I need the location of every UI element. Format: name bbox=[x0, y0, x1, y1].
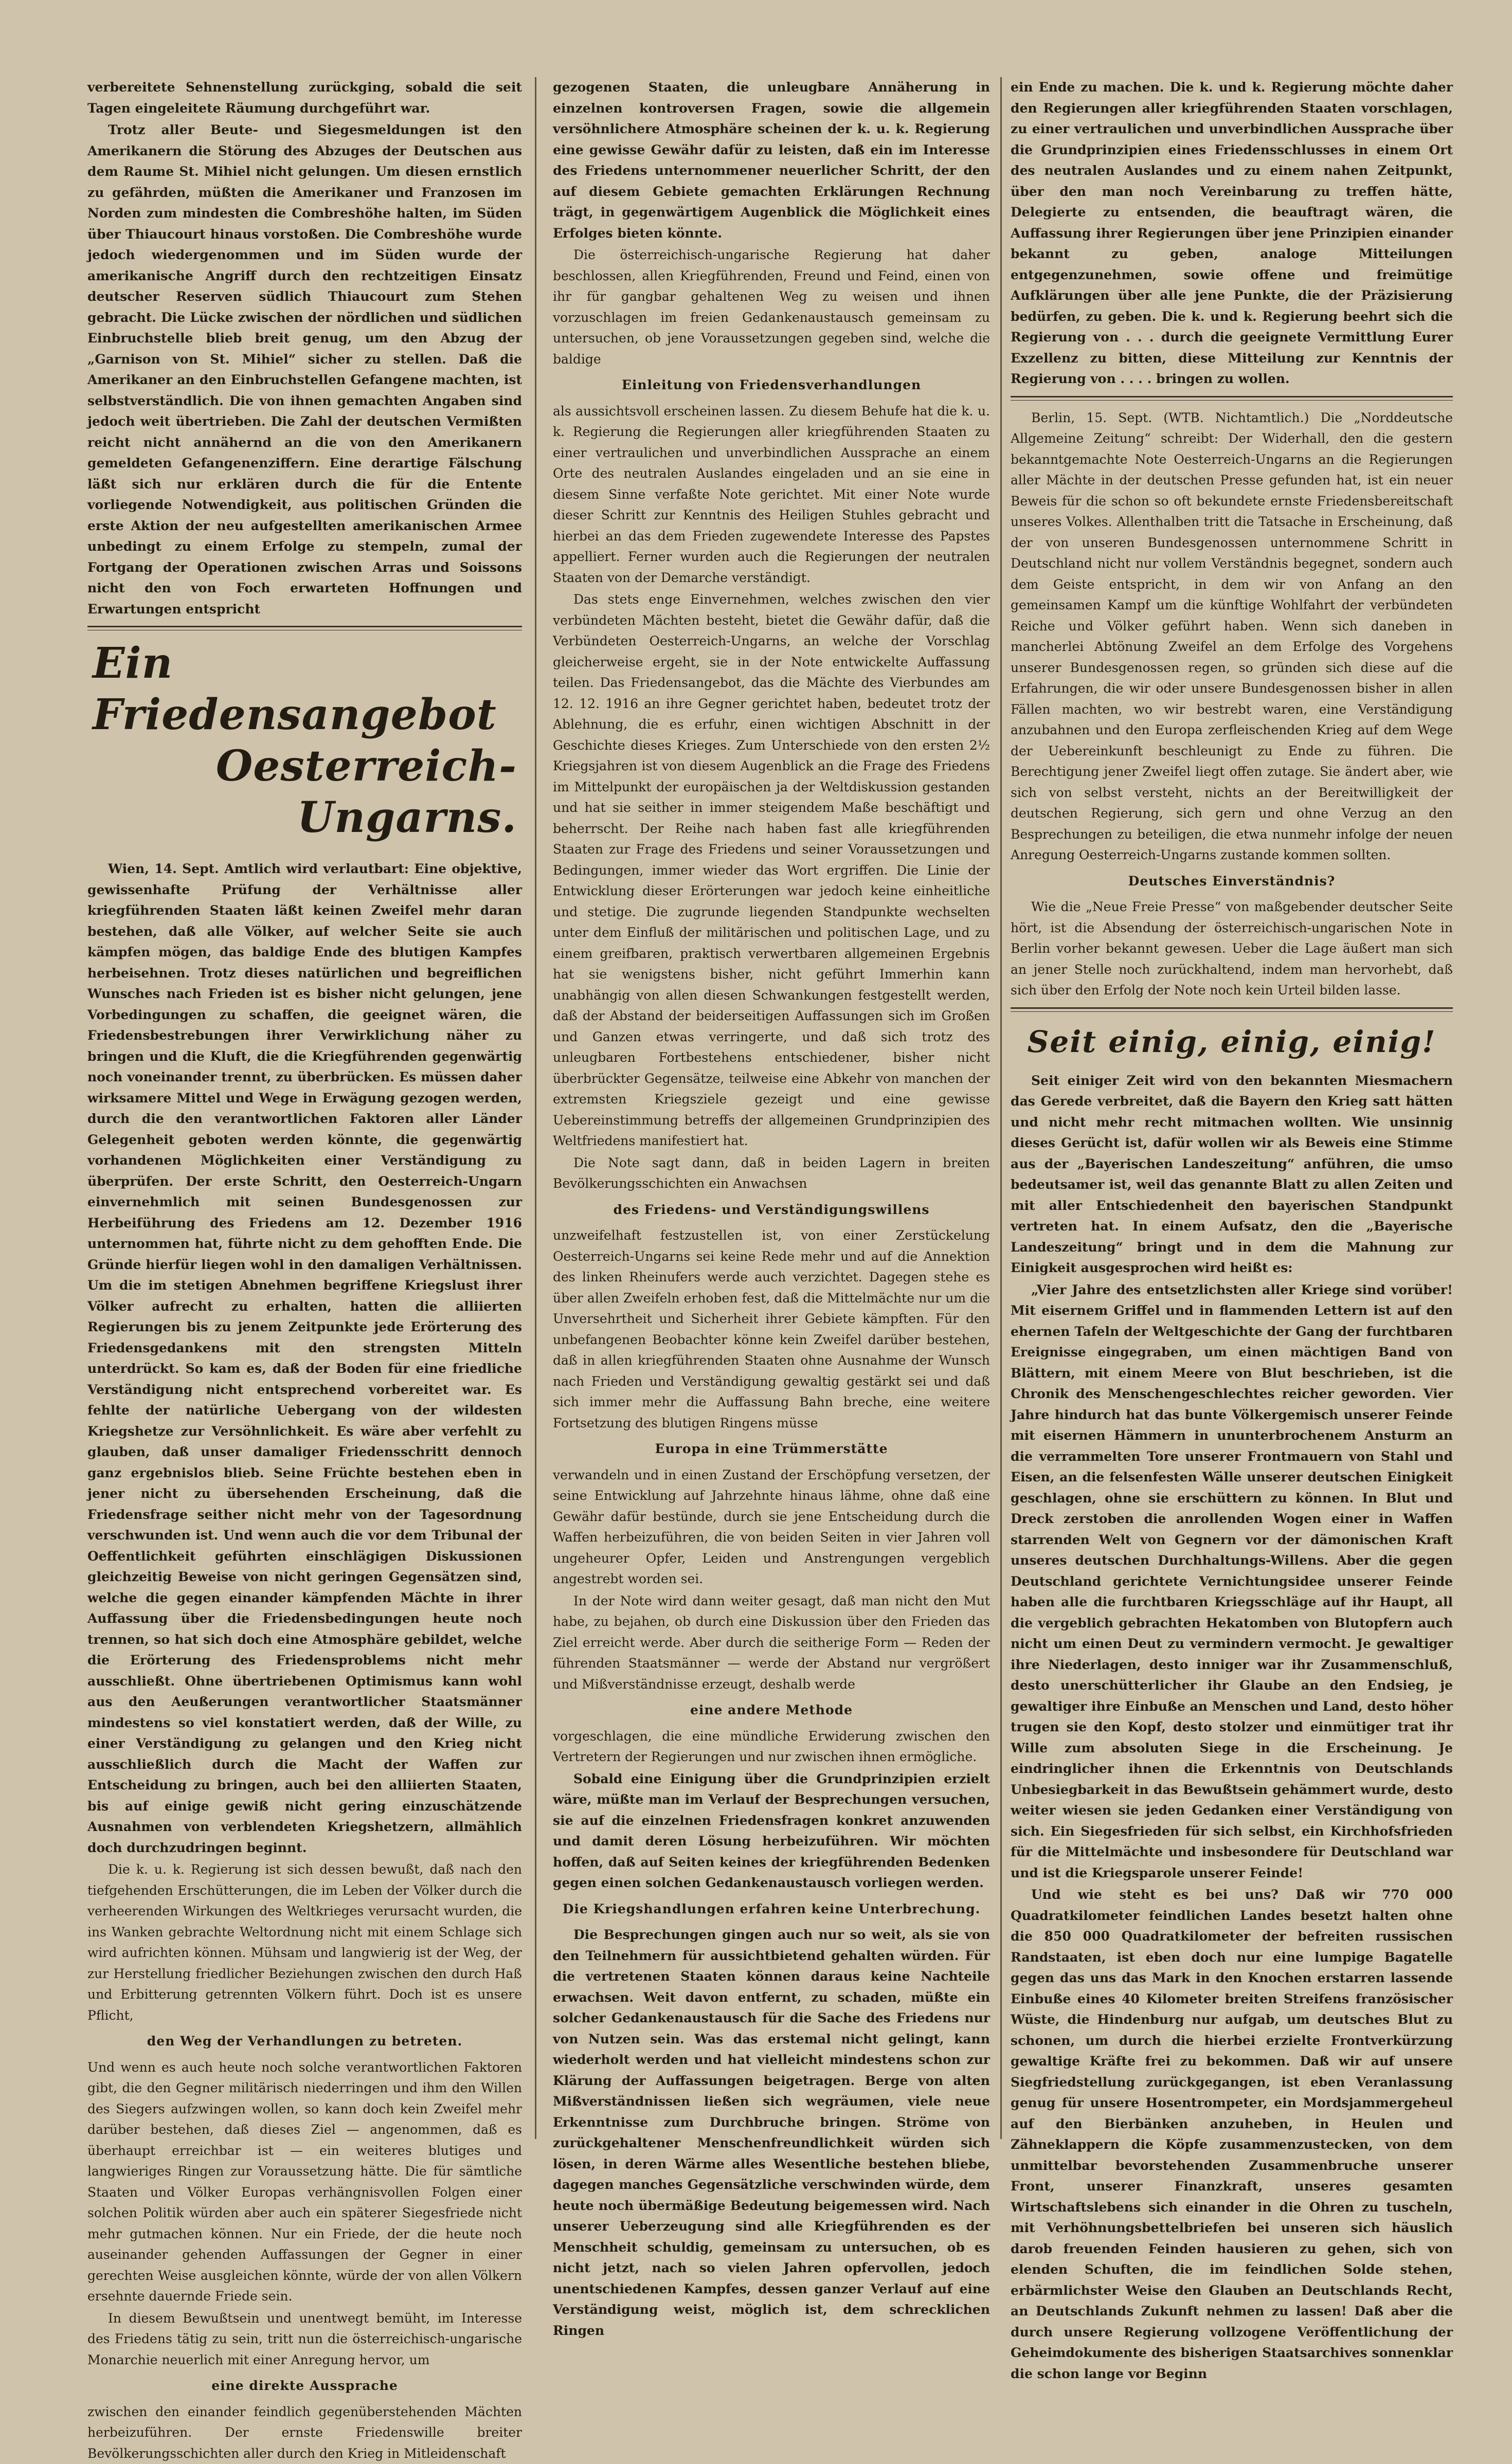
paragraph: Trotz aller Beute- und Siegesmeldungen ist den Amerikanern die Störung des Abzuges der Deutschen aus dem Raume St. Mihiel nicht gelungen. Um diesen ernstlich zu gefährden, müßten die Amerikaner und Franzosen im Norden zum mindesten die Combreshöhe halten, im Süden über Thiaucourt hinaus vorstoßen. Die Combreshöhe wurde jedoch wiedergenommen und im Süden wurde der amerikanische Angriff durch den rechtzeitigen Einsatz deutscher Reserven südlich Thiaucourt zum Stehen gebracht. Die Lücke zwischen der nördlichen und südlichen Einbruchstelle blieb breit genug, um den Abzug der „Garnison von St. Mihiel“ sicher zu stellen. Daß die Amerikaner an den Einbruchstellen Gefangene machten, ist selbstverständlich. Die von ihnen gemachten Angaben sind jedoch weit übertrieben. Die Zahl der deutschen Vermißten reicht nicht annähernd an die von den Amerikanern gemeldeten Gefangenenziffern. Eine derartige Fälschung läßt sich nur erklären durch die für die Entente vorliegende Notwendigkeit, aus politischen Gründen die erste Aktion der neu aufgestellten amerikanischen Armee unbedingt zu einem Erfolge zu stempeln, zumal der Fortgang der Operationen zwischen Arras und Soissons nicht den von Foch erwarteten Hoffnungen und Erwartungen entspricht bbox=[87, 120, 522, 620]
column-left bbox=[87, 77, 522, 2144]
paragraph: als aussichtsvoll erscheinen lassen. Zu diesem Behufe hat die k. u. k. Regierung die Regierungen aller kriegführenden Staaten zu einer vertraulichen und unverbindlichen Aussprache an einem Orte des neutralen Auslandes eingeladen und an sie eine in diesem Sinne verfaßte Note gerichtet. Mit einer Note wurde dieser Schritt zur Kenntnis des Heiligen Stuhles gebracht und hierbei an das dem Frieden zugewendete Interesse des Papstes appelliert. Ferner wurden auch die Regierungen der neutralen Staaten von der Demarche verständigt. bbox=[553, 401, 990, 589]
headline-oesterreich-ungarns: Oesterreich-Ungarns. bbox=[87, 740, 517, 843]
subheading: eine direkte Aussprache bbox=[87, 2376, 522, 2397]
paragraph: unzweifelhaft festzustellen ist, von einer Zerstückelung Oesterreich-Ungarns sei keine Rede mehr und auf die Annektion des linken Rheinufers werde auch verzichtet. Dagegen stehe es über allen Zweifeln erhoben fest, daß die Mittelmächte nur um die Unversehrtheit und Sicherheit ihrer Gebiete kämpften. Für den unbefangenen Beobachter könne kein Zweifel darüber bestehen, daß in allen kriegführenden Staaten ohne Ausnahme der Wunsch nach Frieden und Verständigung gewaltig gestärkt sei und daß sich immer mehr die Auffassung Bahn breche, eine weitere Fortsetzung des blutigen Ringens müsse bbox=[553, 1225, 990, 1434]
headline-friedensangebot: Ein Friedensangebot bbox=[93, 638, 522, 740]
paragraph: gezogenen Staaten, die unleugbare Annäherung in einzelnen kontroversen Fragen, sowie die allgemein versöhnlichere Atmosphäre scheinen der k. u. k. Regierung eine gewisse Gewähr dafür zu leisten, daß ein im Interesse des Friedens unternommener neuerlicher Schritt, der den auf diesem Gebiete gemachten Erklärungen Rechnung trägt, in gegenwärtigem Augenblick die Möglichkeit eines Erfolges bieten könnte. bbox=[553, 77, 990, 244]
subheading: des Friedens- und Verständigungswillens bbox=[553, 1200, 990, 1221]
paragraph: verwandeln und in einen Zustand der Erschöpfung versetzen, der seine Entwicklung auf Jahrzehnte hinaus lähme, ohne daß eine Gewähr dafür bestünde, durch sie jene Entscheidung durch die Waffen herbeizuführen, die von beiden Seiten in vier Jahren voll ungeheurer Opfer, Leiden und Anstrengungen vergeblich angestrebt worden sei. bbox=[553, 1465, 990, 1590]
separator-rule bbox=[1011, 1007, 1453, 1012]
separator-rule bbox=[1011, 396, 1453, 401]
paragraph: vorgeschlagen, die eine mündliche Erwiderung zwischen den Vertretern der Regierungen und nur zwischen ihnen ermögliche. bbox=[553, 1726, 990, 1768]
paragraph: Wie die „Neue Freie Presse“ von maßgebender deutscher Seite hört, ist die Absendung der österreichisch-ungarischen Note in Berlin vorher bekannt gewesen. Ueber die Lage äußert man sich an jener Stelle noch zurückhaltend, indem man hervorhebt, daß sich über den Erfolg der Note noch kein Urteil bilden lasse. bbox=[1011, 897, 1453, 1001]
subheading: Europa in eine Trümmerstätte bbox=[553, 1439, 990, 1460]
paragraph: „Vier Jahre des entsetzlichsten aller Kriege sind vorüber! Mit eisernem Griffel und in flammenden Lettern ist auf den ehernen Tafeln der Weltgeschichte der Gang der furchtbaren Ereignisse eingegraben, um einen mächtigen Band von Blättern, mit einem Meere von Blut beschrieben, ist die Chronik des Menschengeschlechtes reicher geworden. Vier Jahre hindurch hat das bunte Völkergemisch unserer Feinde mit eisernen Hämmern in ununterbrochenem Ansturm an die verrammelten Tore unserer Frontmauern von Stahl und Eisen, an die felsenfesten Wälle unserer deutschen Einigkeit geschlagen, ohne sie erschüttern zu können. In Blut und Dreck zerstoben die anrollenden Wogen einer in Waffen starrenden Welt von Gegnern vor der dämonischen Kraft unseres deutschen Durchhaltungs-Willens. Aber die gegen Deutschland gerichtete Vernichtungsidee unserer Feinde haben alle die furchtbaren Kriegsschläge auf ihr Haupt, all die vergeblich gebrachten Hekatomben von Blutopfern auch nicht um einen Deut zu vermindern vermocht. Je gewaltiger ihre Niederlagen, desto inniger war ihr Zusammenschluß, desto unerschütterlicher ihr Glaube an den Endsieg, je gewaltiger ihre Einbuße an Menschen und Land, desto höher trugen sie den Kopf, desto stolzer und einmütiger trat ihr Wille zum absoluten Siege in die Erscheinung. Je eindringlicher ihnen die Erkenntnis von Deutschlands Unbesiegbarkeit in das Bewußtsein gehämmert wurde, desto weiter wiesen sie jeden Gedanken einer Verständigung von sich. Ein Siegesfrieden für sich selbst, ein Kirchhofsfrieden für die Mittelmächte und insbesondere für Deutschland war und ist die Kriegsparole unserer Feinde! bbox=[1011, 1280, 1453, 1884]
paragraph: Berlin, 15. Sept. (WTB. Nichtamtlich.) Die „Norddeutsche Allgemeine Zeitung“ schreibt: Der Widerhall, den die gestern bekanntgemachte Note Oesterreich-Ungarns an die Regierungen aller Mächte in der deutschen Presse gefunden hat, ist ein neuer Beweis für die schon so oft bekundete ernste Friedensbereitschaft unseres Volkes. Allenthalben tritt die Tatsache in Erscheinung, daß der von unseren Bundesgenossen unternommene Schritt in Deutschland nicht nur vollem Verständnis begegnet, sondern auch dem Geiste entspricht, in dem wir von Anfang an den gemeinsamen Kampf um die künftige Wohlfahrt der verbündeten Reiche und Völker geführt haben. Wenn sich daneben in mancherlei Abtönung Zweifel an dem Erfolge des Vorgehens unserer Bundesgenossen regen, so gründen sich diese auf die Erfahrungen, die wir oder unsere Bundesgenossen bisher in allen Fällen machten, wo wir bestrebt waren, eine Verständigung anzubahnen und den Europa zerfleischenden Krieg auf dem Wege der Uebereinkunft beschleunigt zu Ende zu führen. Die Berechtigung jener Zweifel liegt offen zutage. Sie ändert aber, wie sich von selbst versteht, nichts an der Bereitwilligkeit der deutschen Regierung, sich gern und ohne Verzug an den Besprechungen zu beteiligen, die etwa nunmehr infolge der neuen Anregung Oesterreich-Ungarns zustande kommen sollten. bbox=[1011, 408, 1453, 866]
subheading: Deutsches Einverständnis? bbox=[1011, 871, 1453, 892]
paragraph: Sobald eine Einigung über die Grundprinzipien erzielt wäre, müßte man im Verlauf der Besprechungen versuchen, sie auf die einzelnen Friedensfragen konkret anzuwenden und damit deren Lösung herbeizuführen. Wir möchten hoffen, daß auf Seiten keines der kriegführenden Bedenken gegen einen solchen Gedankenaustausch vorliegen werden. bbox=[553, 1769, 990, 1894]
subheading: den Weg der Verhandlungen zu betreten. bbox=[87, 2031, 522, 2052]
paragraph: Seit einiger Zeit wird von den bekannten Miesmachern das Gerede verbreitet, daß die Bayern den Krieg satt hätten und nicht mehr recht mitmachen wollten. Wie unsinnig dieses Gerücht ist, dafür wollen wir als Beweis eine Stimme aus der „Bayerischen Landeszeitung“ anführen, die umso bedeutsamer ist, weil das genannte Blatt zu allen Zeiten und mit aller Entschiedenheit den bayerischen Standpunkt vertreten hat. In einem Aufsatz, den die „Bayerische Landeszeitung“ bringt und in dem die Mahnung zur Einigkeit ausgesprochen wird heißt es: bbox=[1011, 1071, 1453, 1279]
paragraph: In diesem Bewußtsein und unentwegt bemüht, im Interesse des Friedens tätig zu sein, tritt nun die österreichisch-ungarische Monarchie neuerlich mit einer Anregung hervor, um bbox=[87, 2308, 522, 2371]
paragraph: Das stets enge Einvernehmen, welches zwischen den vier verbündeten Mächten besteht, bietet die Gewähr dafür, daß die Verbündeten Oesterreich-Ungarns, an welche der Vorschlag gleicherweise ergeht, sie in der Note entwickelte Auffassung teilen. Das Friedensangebot, das die Mächte des Vierbundes am 12. 12. 1916 an ihre Gegner gerichtet haben, bedeutet trotz der Ablehnung, die es erfuhr, einen wichtigen Abschnitt in der Geschichte dieses Krieges. Zum Unterschiede von den ersten 2½ Kriegsjahren ist von diesem Augenblick an die Frage des Friedens im Mittelpunkt der europäischen ja der Weltdiskussion gestanden und hat sie seither in immer steigendem Maße beschäftigt und beherrscht. Der Reihe nach haben fast alle kriegführenden Staaten zur Frage des Friedens und seiner Voraussetzungen und Bedingungen, immer wieder das Wort ergriffen. Die Linie der Entwicklung dieser Erörterungen war jedoch keine einheitliche und stetige. Die zugrunde liegenden Standpunkte wechselten unter dem Einfluß der militärischen und politischen Lage, und zu einem greifbaren, praktisch verwertbaren allgemeinen Ergebnis hat sie wenigstens bisher, nicht geführt Immerhin kann unabhängig von allen diesen Schwankungen festgestellt werden, daß der Abstand der beiderseitigen Auffassungen sich im Großen und Ganzen etwas verringerte, und daß sich trotz des unleugbaren Fortbestehens entschiedener, bisher nicht überbrückter Gegensätze, teilweise eine Abkehr von manchen der extremsten Kriegsziele gezeigt und eine gewisse Uebereinstimmung betreffs der allgemeinen Grundprinzipien des Weltfriedens manifestiert hat. bbox=[553, 589, 990, 1152]
paragraph: Und wie steht es bei uns? Daß wir 770 000 Quadratkilometer feindlichen Landes besetzt halten ohne die 850 000 Quadratkilometer der befreiten russischen Randstaaten, ist eben doch nur eine lumpige Bagatelle gegen das uns das Mark in den Knochen erstarren lassende Einbuße eines 40 Kilometer breiten Streifens französischer Wüste, die Hindenburg nur aufgab, um deutsches Blut zu schonen, um durch die hierbei erzielte Frontverkürzung gewaltige Kräfte frei zu bekommen. Daß wir auf unsere Siegfriedstellung zurückgegangen, ist eben Veranlassung genug für unsere Hosentrompeter, ein Mordsjammergeheul auf den Bierbänken anzuheben, in Heulen und Zähneklappern die Köpfe zusammenzustecken, von dem unmittelbar bevorstehenden Zusammenbruche unserer Front, unserer Finanzkraft, unseres gesamten Wirtschaftslebens sich einander in die Ohren zu tuscheln, mit Verhöhnungsbettelbriefen bei unseren sich häuslich darob freuenden Feinden hausieren zu gehen, sich von elenden Schuften, die im feindlichen Solde stehen, erbärmlichster Weise den Glauben an Deutschlands Recht, an Deutschlands Zukunft nehmen zu lassen! Daß aber die durch unsere Regierung vollzogene Veröffentlichung der Geheimdokumente des bisherigen Staatsarchives sonnenklar die schon lange vor Beginn bbox=[1011, 1885, 1453, 2384]
subheading: Einleitung von Friedensverhandlungen bbox=[553, 375, 990, 396]
subheading: eine andere Methode bbox=[553, 1700, 990, 1721]
paragraph: Und wenn es auch heute noch solche verantwortlichen Faktoren gibt, die den Gegner militärisch niederringen und ihm den Willen des Siegers aufzwingen wollen, so kann doch kein Zweifel mehr darüber bestehen, daß dieses Ziel — angenommen, daß es überhaupt erreichbar ist — ein weiteres blutiges und langwieriges Ringen zur Voraussetzung hätte. Die für sämtliche Staaten und Völker Europas verhängnisvollen Folgen einer solchen Politik würden aber auch ein späterer Siegesfriede nicht mehr gutmachen können. Nur ein Friede, der die heute noch auseinander gehenden Auffassungen der Gegner in einer gerechten Weise ausgleichen könnte, würde der von allen Völkern ersehnte dauernde Friede sein. bbox=[87, 2057, 522, 2307]
paragraph: Wien, 14. Sept. Amtlich wird verlautbart: Eine objektive, gewissenhafte Prüfung der Verhältnisse aller kriegführenden Staaten läßt keinen Zweifel mehr daran bestehen, daß alle Völker, auf welcher Seite sie auch kämpfen mögen, das baldige Ende des blutigen Kampfes herbeisehnen. Trotz dieses natürlichen und begreiflichen Wunsches nach Frieden ist es bisher nicht gelungen, jene Vorbedingungen zu schaffen, die geeignet wären, die Friedensbestrebungen ihrer Verwirklichung näher zu bringen und die Kluft, die die Kriegführenden gegenwärtig noch voneinander trennt, zu überbrücken. Es müssen daher wirksamere Mittel und Wege in Erwägung gezogen werden, durch die den verantwortlichen Faktoren aller Länder Gelegenheit geboten werden könnte, die gegenwärtig vorhandenen Möglichkeiten einer Verständigung zu überprüfen. Der erste Schritt, den Oesterreich-Ungarn einvernehmlich mit seinen Bundesgenossen zur Herbeiführung des Friedens am 12. Dezember 1916 unternommen hat, führte nicht zu dem gehofften Ende. Die Gründe hierfür liegen wohl in den damaligen Verhältnissen. Um die im stetigen Abnehmen begriffene Kriegslust ihrer Völker aufrecht zu erhalten, hatten die alliierten Regierungen bis zu jenem Zeitpunkte jede Erörterung des Friedensgedankens mit den strengsten Mitteln unterdrückt. So kam es, daß der Boden für eine friedliche Verständigung nicht entsprechend vorbereitet war. Es fehlte der natürliche Uebergang von der wildesten Kriegshetze zur Versöhnlichkeit. Es wäre aber verfehlt zu glauben, daß unser damaliger Friedensschritt dennoch ganz ergebnislos blieb. Seine Früchte bestehen eben in jener nicht zu übersehenden Erscheinung, daß die Friedensfrage seither nicht mehr von der Tagesordnung verschwunden ist. Und wenn auch die vor dem Tribunal der Oeffentlichkeit geführten einschlägigen Diskussionen gleichzeitig Beweise von nicht geringen Gegensätzen sind, welche die gegen einander kämpfenden Mächte in ihrer Auffassung über die Friedensbedingungen heute noch trennen, so hat sich doch eine Atmosphäre gebildet, welche die Erörterung des Friedensproblems nicht mehr ausschließt. Ohne übertriebenen Optimismus kann wohl aus den Aeußerungen verantwortlicher Staatsmänner mindestens so viel konstatiert werden, daß der Wille, zu einer Verständigung zu gelangen und den Krieg nicht ausschließlich durch die Macht der Waffen zur Entscheidung zu bringen, auch bei den alliierten Staaten, bis auf einige gewiß nicht gering einzuschätzende Ausnahmen von verblendeten Kriegshetzern, allmählich doch durchzudringen beginnt. bbox=[87, 859, 522, 1858]
headline-einig: Seit einig, einig, einig! bbox=[1011, 1021, 1453, 1062]
column-right bbox=[1011, 77, 1453, 2144]
paragraph: zwischen den einander feindlich gegenüberstehenden Mächten herbeizuführen. Der ernste Friedenswille breiter Bevölkerungsschichten aller durch den Krieg in Mitleidenschaft bbox=[87, 2402, 522, 2464]
column-rule bbox=[535, 77, 536, 2139]
separator-rule bbox=[87, 626, 522, 630]
paragraph: ein Ende zu machen. Die k. und k. Regierung möchte daher den Regierungen aller kriegführenden Staaten vorschlagen, zu einer vertraulichen und unverbindlichen Aussprache über die Grundprinzipien eines Friedensschlusses in einem Ort des neutralen Auslandes und zu einem nahen Zeitpunkt, über den man noch Vereinbarung zu treffen hätte, Delegierte zu entsenden, die beauftragt wären, die Auffassung ihrer Regierungen über jene Prinzipien einander bekannt zu geben, analoge Mitteilungen entgegenzunehmen, sowie offene und freimütige Aufklärungen über alle jene Punkte, die der Präzisierung bedürfen, zu geben. Die k. und k. Regierung beehrt sich die Regierung von . . . durch die geeignete Vermittlung Eurer Exzellenz zu bitten, diese Mitteilung zur Kenntnis der Regierung von . . . . bringen zu wollen. bbox=[1011, 77, 1453, 390]
paragraph: Die Besprechungen gingen auch nur so weit, als sie von den Teilnehmern für aussichtbietend gehalten würden. Für die vertretenen Staaten können daraus keine Nachteile erwachsen. Weit davon entfernt, zu schaden, müßte ein solcher Gedankenaustausch für die Sache des Friedens nur von Nutzen sein. Was das erstemal nicht gelingt, kann wiederholt werden und hat vielleicht mindestens schon zur Klärung der Auffassungen beigetragen. Berge von alten Mißverständnissen ließen sich wegräumen, viele neue Erkenntnisse zum Durchbruche bringen. Ströme von zurückgehaltener Menschenfreundlichkeit würden sich lösen, in deren Wärme alles Wesentliche bestehen bliebe, dagegen manches Gegensätzliche verschwinden würde, dem heute noch übermäßige Bedeutung beigemessen wird. Nach unserer Ueberzeugung sind alle Kriegführenden es der Menschheit schuldig, gemeinsam zu untersuchen, ob es nicht jetzt, nach so vielen Jahren opfervollen, jedoch unentschiedenen Kampfes, dessen ganzer Verlauf auf eine Verständigung weist, möglich ist, dem schrecklichen Ringen bbox=[553, 1925, 990, 2341]
paragraph: Die Note sagt dann, daß in beiden Lagern in breiten Bevölkerungsschichten ein Anwachsen bbox=[553, 1153, 990, 1194]
column-middle bbox=[553, 77, 990, 2144]
column-rule bbox=[1000, 77, 1002, 2139]
paragraph: In der Note wird dann weiter gesagt, daß man nicht den Mut habe, zu bejahen, ob durch eine Diskussion über den Frieden das Ziel erreicht werde. Aber durch die seitherige Form — Reden der führenden Staatsmänner — werde der Abstand nur vergrößert und Mißverständnisse erzeugt, deshalb werde bbox=[553, 1591, 990, 1695]
paragraph: Die österreichisch-ungarische Regierung hat daher beschlossen, allen Kriegführenden, Freund und Feind, einen von ihr für gangbar gehaltenen Weg zu weisen und ihnen vorzuschlagen im freien Gedankenaustausch gemeinsam zu untersuchen, ob jene Voraussetzungen gegeben sind, welche die baldige bbox=[553, 245, 990, 370]
subheading: Die Kriegshandlungen erfahren keine Unterbrechung. bbox=[553, 1899, 990, 1920]
paragraph: Die k. u. k. Regierung ist sich dessen bewußt, daß nach den tiefgehenden Erschütterungen, die im Leben der Völker durch die verheerenden Wirkungen des Weltkrieges verursacht wurden, die ins Wanken gebrachte Weltordnung nicht mit einem Schlage sich wird aufrichten können. Mühsam und langwierig ist der Weg, der zur Herstellung friedlicher Beziehungen zwischen den durch Haß und Erbitterung getrennten Völkern führt. Doch ist es unsere Pflicht, bbox=[87, 1859, 522, 2026]
paragraph: verbereitete Sehnenstellung zurückging, sobald die seit Tagen eingeleitete Räumung durchgeführt war. bbox=[87, 77, 522, 119]
